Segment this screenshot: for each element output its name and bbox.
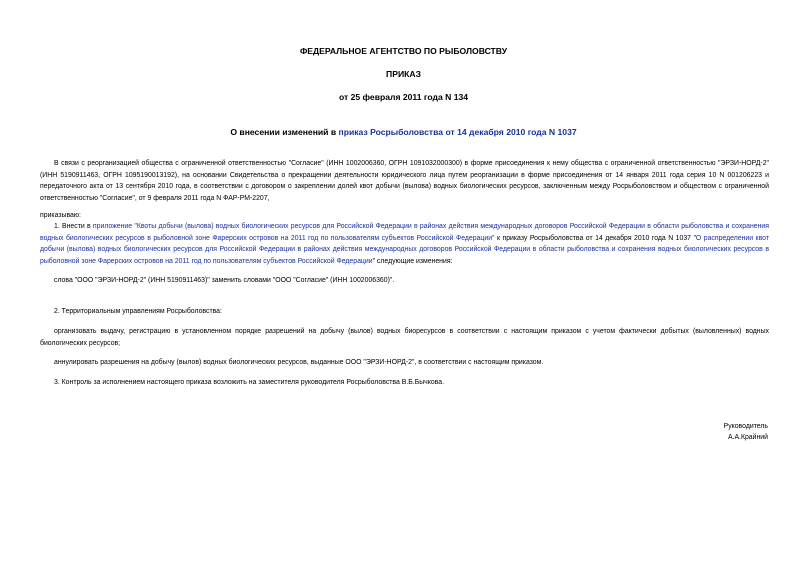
signature-position: Руководитель <box>723 423 768 430</box>
document-type: ПРИКАЗ <box>386 69 421 79</box>
signature-name: А.А.Крайний <box>727 434 768 441</box>
item-2-b-paragraph: аннулировать разрешения на добычу (вылов) водных биологических ресурсов, выданные ООО "ЭРЗИ-НОРД-2", в соответствии с настоящим приказом. <box>54 359 544 366</box>
document-title <box>0 127 807 138</box>
item-1-change: слова "ООО "ЭРЗИ-НОРД-2" (ИНН 5190911463)" заменить словами "ООО "Согласие" (ИНН 1002006360)". <box>54 277 395 284</box>
item-1-mid: к приказу Росрыболовства от 14 декабря 2010 года N 1037 " <box>494 234 696 242</box>
agency-name: ФЕДЕРАЛЬНОЕ АГЕНТСТВО ПО РЫБОЛОВСТВУ <box>299 46 508 56</box>
intro-paragraph: В связи с реорганизацией общества с ограниченной ответственностью "Согласие" (ИНН 1002006360, ОГРН 1091032000300) в форме присоединения к нему общества с ограниченной ответственностью "ЭРЗИ-НОРД-2" (ИНН 5190911463, ОГРН 1095190013192), на основании Свидетельства о прекращении деятельности юридического лица путем реорганизации в форме присоединения от 14 января 2011 года серия 10 N 001206223 и передаточного акта от 13 сентября 2010 года, в соответствии с договором о закреплении долей квот добычи (вылова) водных биологических ресурсов, заключенным между Росрыболовством и обществом с ограниченной ответственностью "Согласие", от 9 февраля 2011 года N ФАР-РМ-2207, <box>40 160 769 203</box>
item-1-paragraph <box>40 221 769 268</box>
order-word: приказываю: <box>40 212 81 219</box>
item-1-start: 1. Внести в <box>54 223 93 230</box>
item-1-end: " следующие изменения: <box>372 258 453 266</box>
item-2-paragraph: 2. Территориальным управлениям Росрыболовства: <box>54 308 222 315</box>
item-2-a-paragraph: организовать выдачу, регистрацию в установленном порядке разрешений на добычу (вылов) водных биоресурсов в соответствии с настоящим приказом с учетом фактически добытых (выловленных) водных биологических ресурсов; <box>40 328 769 347</box>
item-3-paragraph: 3. Контроль за исполнением настоящего приказа возложить на заместителя руководителя Росрыболовства В.Б.Бычкова. <box>54 379 445 386</box>
title-link[interactable]: приказ Росрыболовства от 14 декабря 2010 года N 1037 <box>338 127 577 137</box>
order-1037-link[interactable]: О распределении квот добычи (вылова) водных биологических ресурсов для Российской Федерации в районах действия международных договоров Российской Федерации в области рыболовства и сохранения водных биологических ресурсов в рыболовной зоне Фарерских островов на 2011 год по пользователям субъектов Российской Федерации <box>40 234 769 266</box>
document-date-number: от 25 февраля 2011 года N 134 <box>338 92 469 102</box>
title-prefix: О внесении изменений в <box>230 127 339 137</box>
appendix-link[interactable]: приложение "Квоты добычи (вылова) водных биологических ресурсов для Российской Федерации в районах действия международных договоров Российской Федерации в области рыболовства и сохранения водных биологических ресурсов в рыболовной зоне Фарерских островов на 2011 год по пользователям субъектов Российской Федерации" <box>40 223 769 242</box>
